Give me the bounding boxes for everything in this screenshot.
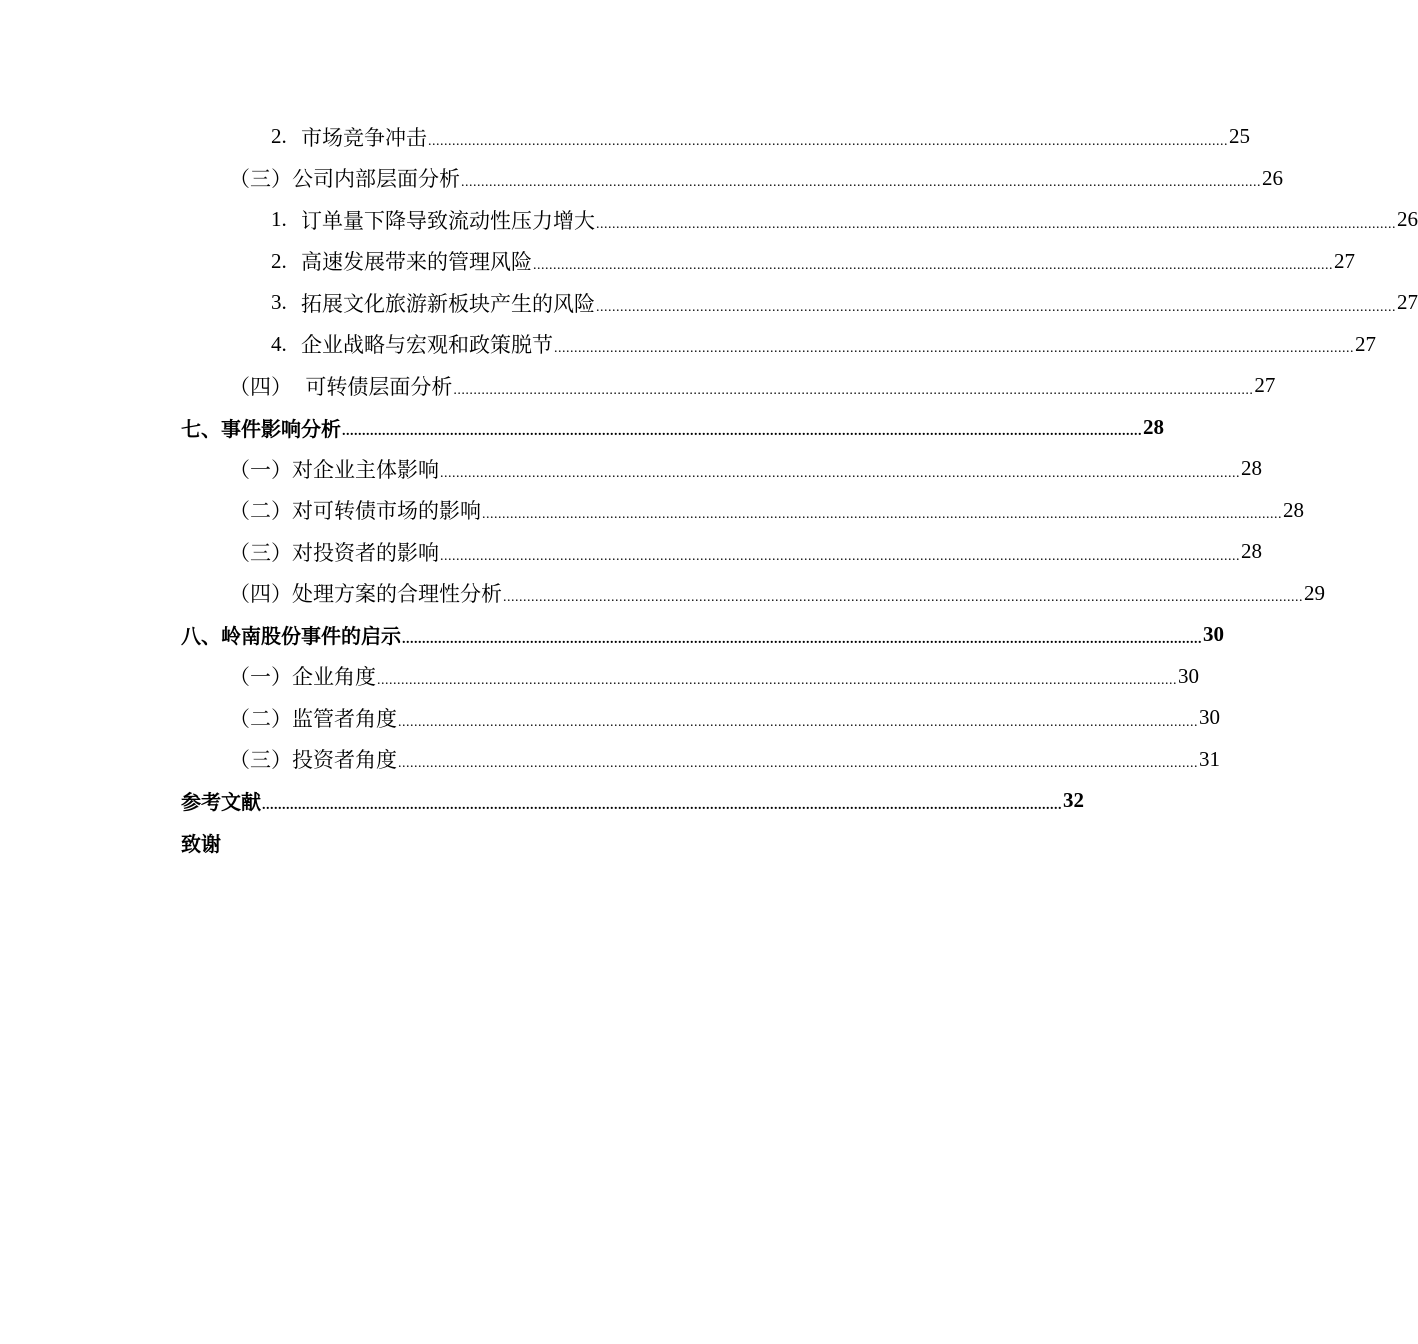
toc-entry-page: 27 (1334, 248, 1355, 273)
toc-entry-title: （三）对投资者的影响 (229, 540, 439, 565)
dot-leader: ........................................................................................................................................................................................................ (461, 175, 1261, 190)
toc-entry-title: 订单量下降导致流动性压力增大 (301, 208, 595, 233)
toc-entry-page: 30 (1203, 622, 1224, 647)
toc-entry-title: 参考文献 (181, 790, 261, 815)
toc-entry[interactable] (229, 490, 1304, 532)
dot-leader: ........................................................................................................................................................................................................ (503, 590, 1303, 605)
toc-entry-page: 25 (1229, 124, 1250, 149)
toc-entry-page: 26 (1262, 165, 1283, 190)
toc-entry-title: （二）监管者角度 (229, 706, 397, 731)
toc-entry-title: 市场竞争冲击 (301, 125, 427, 150)
toc-entry-title: 高速发展带来的管理风险 (301, 250, 532, 275)
toc-chapter-entry[interactable] (181, 822, 850, 864)
dot-leader: ........................................................................................................................................................................................................ (596, 216, 1396, 232)
toc-entry[interactable] (271, 324, 1376, 366)
toc-entry[interactable] (229, 158, 1283, 200)
toc-entry-title: 致谢 (181, 831, 221, 856)
toc-entry-title: （一）对企业主体影响 (229, 457, 439, 482)
toc-entry-page: 28 (1143, 414, 1164, 439)
toc-entry[interactable] (271, 116, 1250, 158)
toc-entry-page: 27 (1355, 331, 1376, 356)
toc-entry-page: 26 (1397, 207, 1418, 232)
toc-entry-page: 30 (1199, 705, 1220, 730)
dot-leader: ........................................................................................................................................................................................................ (402, 631, 1202, 647)
toc-entry-page: 32 (1063, 788, 1084, 813)
toc-entry-title: 七、事件影响分析 (181, 416, 341, 441)
toc-entry-page: 29 (1304, 580, 1325, 605)
toc-entry-page: 27 (1254, 373, 1276, 398)
toc-entry-page: 27 (1397, 290, 1418, 315)
dot-leader: ........................................................................................................................................................................................................ (428, 133, 1228, 149)
toc-entry[interactable] (229, 656, 1199, 698)
dot-leader: ........................................................................................................................................................................................................ (342, 424, 1142, 439)
toc-entry[interactable] (229, 448, 1262, 490)
toc-entry-title: （一）企业角度 (229, 665, 376, 690)
toc-entry-page: 30 (1178, 663, 1199, 688)
dot-leader: ........................................................................................................................................................................................................ (377, 673, 1177, 688)
toc-entry[interactable] (229, 697, 1220, 739)
toc-entry[interactable] (229, 531, 1262, 573)
toc-entry-number: 2. (271, 248, 287, 273)
dot-leader: ........................................................................................................................................................................................................ (440, 548, 1240, 564)
toc-entry-number: 2. (271, 124, 287, 149)
dot-leader: ........................................................................................................................................................................................................ (554, 341, 1354, 356)
toc-chapter-entry[interactable] (181, 614, 1224, 656)
dot-leader: ........................................................................................................................................................................................................ (596, 299, 1396, 315)
dot-leader: ........................................................................................................................................................................................................ (453, 382, 1254, 398)
toc-entry[interactable] (229, 573, 1325, 615)
toc-entry-title: 八、岭南股份事件的启示 (181, 624, 401, 649)
table-of-contents (0, 116, 1418, 863)
dot-leader: ........................................................................................................................................................................................................ (482, 507, 1282, 522)
toc-entry-title: （三）公司内部层面分析 (229, 167, 460, 192)
toc-entry-page: 31 (1199, 746, 1220, 771)
toc-entry-title: （三）投资者角度 (229, 748, 397, 773)
toc-entry-page: 28 (1241, 539, 1262, 564)
dot-leader: ........................................................................................................................................................................................................ (440, 465, 1240, 481)
toc-chapter-entry[interactable] (181, 780, 1084, 822)
toc-entry-number: 3. (271, 290, 287, 315)
toc-entry-title: （四） 可转债层面分析 (229, 374, 453, 399)
toc-entry-page: 28 (1283, 497, 1304, 522)
dot-leader: ........................................................................................................................................................................................................ (398, 756, 1198, 771)
toc-entry[interactable] (229, 739, 1220, 781)
dot-leader: ........................................................................................................................................................................................................ (398, 714, 1198, 730)
toc-entry[interactable] (271, 282, 1418, 324)
toc-entry-title: 企业战略与宏观和政策脱节 (301, 333, 553, 358)
toc-entry-number: 4. (271, 331, 287, 356)
toc-entry-title: （二）对可转债市场的影响 (229, 499, 481, 524)
toc-entry-title: （四）处理方案的合理性分析 (229, 582, 502, 607)
toc-entry-number: 1. (271, 207, 287, 232)
toc-entry[interactable] (229, 365, 1276, 407)
toc-entry-page: 28 (1241, 456, 1262, 481)
dot-leader: ........................................................................................................................................................................................................ (533, 258, 1333, 273)
toc-entry[interactable] (271, 199, 1418, 241)
toc-chapter-entry[interactable] (181, 407, 1164, 449)
dot-leader: ........................................................................................................................................................................................................ (262, 797, 1062, 813)
toc-entry-title: 拓展文化旅游新板块产生的风险 (301, 291, 595, 316)
toc-entry[interactable] (271, 241, 1355, 283)
